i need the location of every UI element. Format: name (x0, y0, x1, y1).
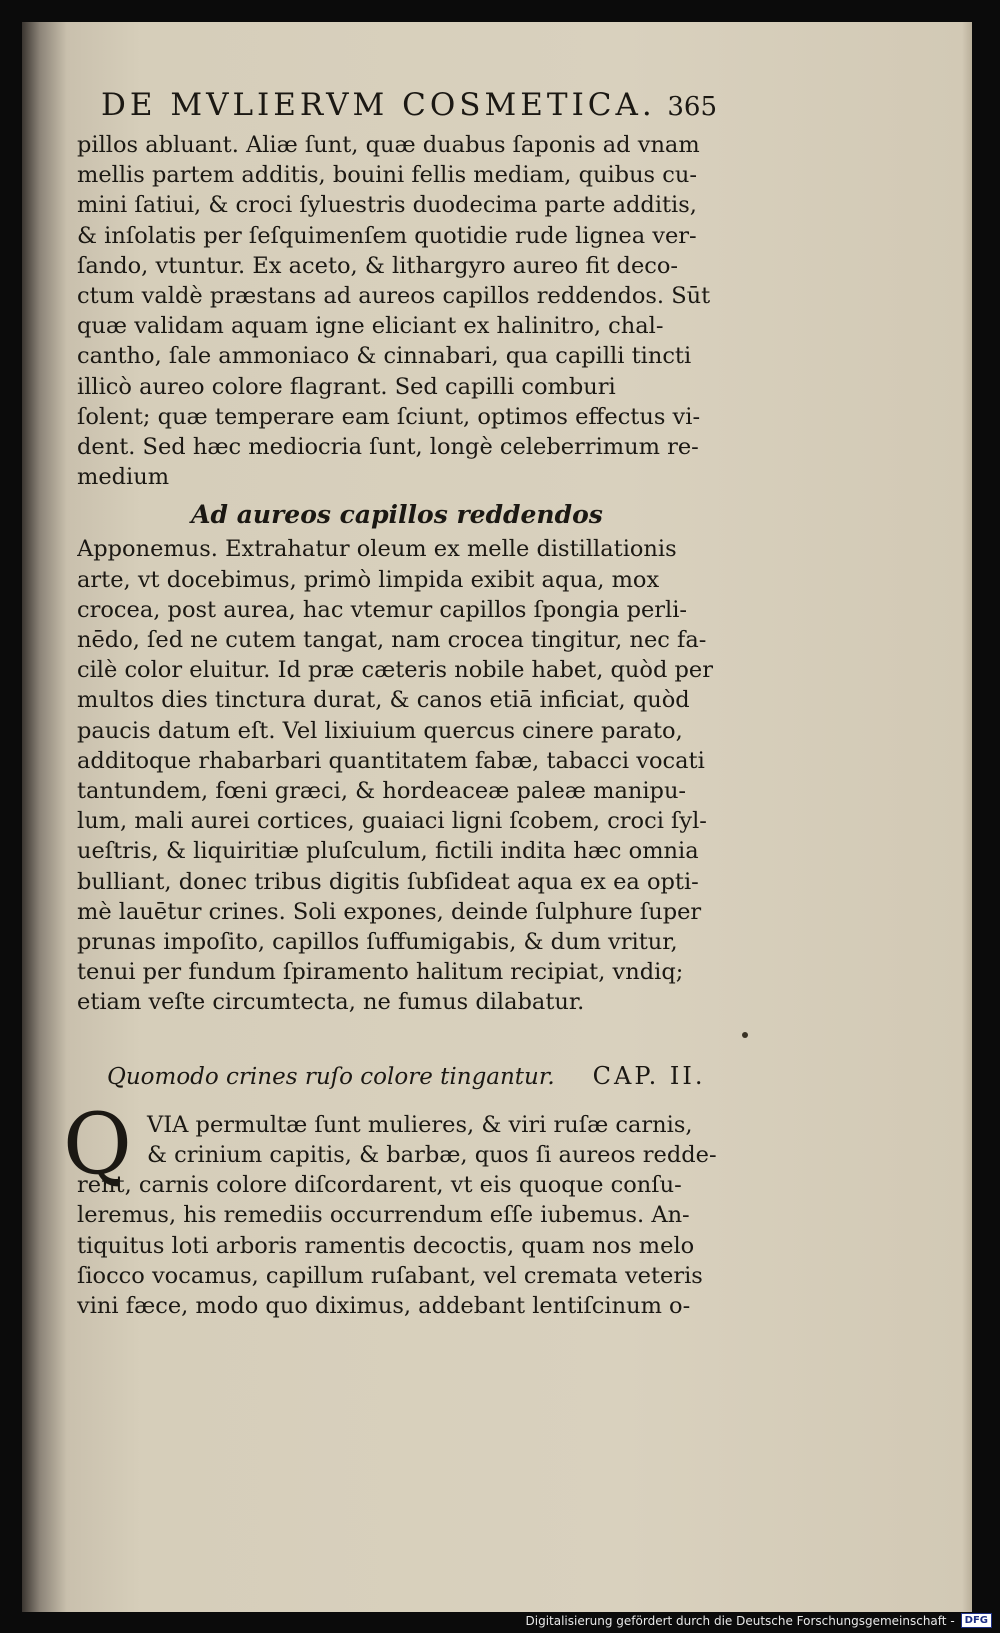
running-header (101, 82, 717, 130)
text-line: VIA permultæ ſunt mulieres, & viri ruſæ carnis, (147, 1111, 693, 1138)
text-line: ſando, vtuntur. Ex aceto, & lithargyro aureo fit deco- (77, 252, 679, 279)
text-line: tenui per fundum ſpiramento halitum recipiat, vndiq; (77, 959, 684, 986)
text-line: & inſolatis per ſeſquimenſem quotidie rude lignea ver- (77, 222, 697, 249)
text-line: ſiocco vocamus, capillum ruſabant, vel cremata veteris (77, 1262, 703, 1289)
book-page (22, 22, 972, 1612)
paragraph-3 (77, 1110, 717, 1321)
text-line: vini fæce, modo quo diximus, addebant lentiſcinum o- (77, 1292, 691, 1319)
text-line: mini ſatiui, & croci ſyluestris duodecima parte additis, (77, 192, 697, 219)
text-line: pillos abluant. Aliæ ſunt, quæ duabus ſaponis ad vnam (77, 132, 700, 158)
text-line: tiquitus loti arboris ramentis decoctis, quam nos melo (77, 1232, 695, 1259)
footer-credit (526, 1613, 993, 1628)
text-line: Apponemus. Extrahatur oleum ex melle distillationis (77, 536, 677, 563)
footer-text: Digitalisierung gefördert durch die Deutsche Forschungsgemeinschaft - (525, 1613, 955, 1628)
text-line: tantundem, fœni græci, & hordeaceæ paleæ manipu- (77, 778, 687, 805)
drop-capital: Q (63, 1094, 132, 1193)
text-line: bulliant, donec tribus digitis ſubſideat aqua ex ea opti- (77, 868, 699, 895)
text-line: ſolent; quæ temperare eam ſciunt, optimos effectus vi- (77, 403, 701, 430)
subheading: Ad aureos capillos reddendos (191, 500, 603, 530)
text-line: rent, carnis colore diſcordarent, vt eis quoque conſu- (77, 1172, 682, 1199)
dfg-logo: DFG (961, 1613, 992, 1628)
text-line: arte, vt docebimus, primò limpida exibit aqua, mox (77, 566, 660, 593)
text-line: dent. Sed hæc mediocria ſunt, longè celeberrimum re- (77, 434, 699, 461)
text-line: & crinium capitis, & barbæ, quos ſi aureos redde- (147, 1141, 717, 1168)
text-line: etiam veſte circumtecta, ne fumus dilabatur. (77, 989, 585, 1016)
text-line: crocea, post aurea, hac vtemur capillos ſpongia perli- (77, 596, 688, 623)
text-line: medium (77, 464, 170, 491)
chapter-title: Quomodo crines ruſo colore tingantur. (107, 1063, 555, 1090)
text-line: lum, mali aurei cortices, guaiaci ligni ſcobem, croci ſyl- (77, 808, 707, 835)
text-line: ueſtris, & liquiritiæ pluſculum, fictili indita hæc omnia (77, 838, 699, 865)
text-line: illicò aureo colore flagrant. Sed capilli comburi (77, 373, 616, 400)
page-number: 365 (667, 92, 717, 122)
text-line: prunas impoſito, capillos ſuffumigabis, & dum vritur, (77, 929, 678, 956)
chapter-body (63, 1094, 717, 1321)
text-line: nēdo, ſed ne cutem tangat, nam crocea tingitur, nec fa- (77, 627, 707, 654)
text-line: quæ validam aquam igne eliciant ex halinitro, chal- (77, 313, 664, 340)
text-line: multos dies tinctura durat, & canos etiā inficiat, quòd (77, 687, 690, 714)
text-line: mellis partem additis, bouini fellis mediam, quibus cu- (77, 162, 697, 189)
text-line: additoque rhabarbari quantitatem fabæ, tabacci vocati (77, 747, 705, 774)
text-line: cantho, ſale ammoniaco & cinnabari, qua capilli tincti (77, 343, 692, 370)
text-line: mè lauētur crines. Soli expones, deinde ſulphure ſuper (77, 898, 702, 925)
paragraph-2 (77, 534, 717, 1017)
running-title: DE MVLIERVM COSMETICA. (101, 87, 656, 123)
text-line: cilè color eluitur. Id præ cæteris nobile habet, quòd per (77, 657, 713, 684)
chapter-number: CAP. II. (592, 1061, 706, 1090)
text-line: paucis datum eſt. Vel lixiuium quercus cinere parato, (77, 717, 683, 744)
page-text (63, 82, 717, 1321)
ink-spot (742, 1032, 748, 1038)
chapter-heading (107, 1062, 717, 1090)
text-line: ctum valdè præstans ad aureos capillos reddendos. Sūt (77, 283, 711, 310)
paragraph-1 (77, 130, 717, 492)
text-line: leremus, his remediis occurrendum eſſe iubemus. An- (77, 1202, 690, 1229)
